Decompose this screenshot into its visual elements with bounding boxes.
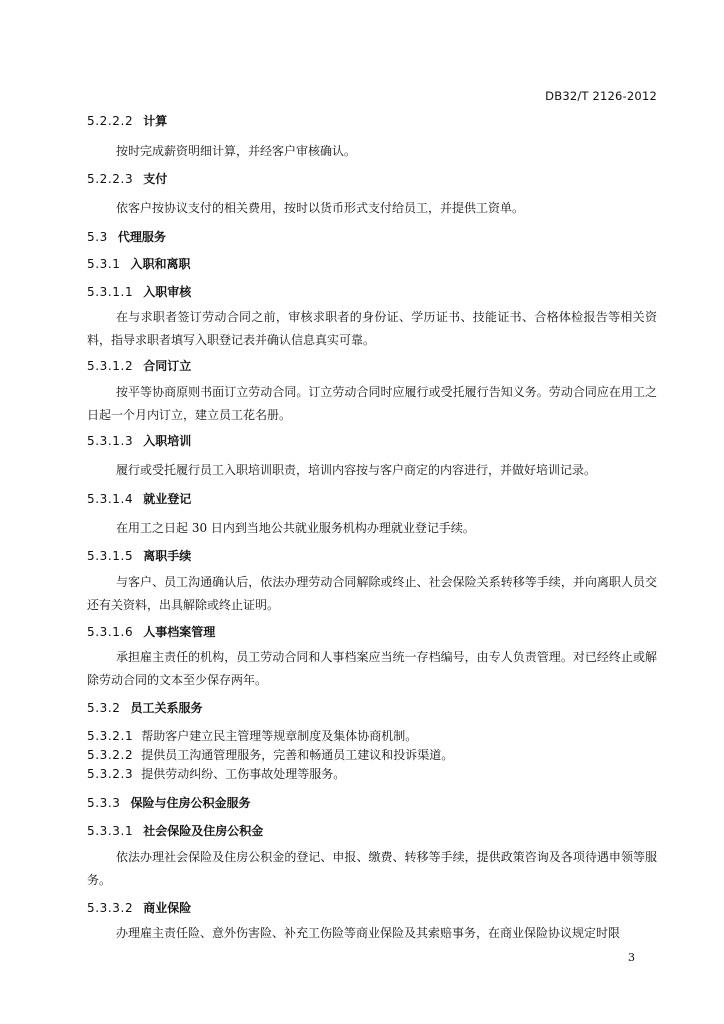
section-heading-5315: [87, 548, 657, 564]
section-number: 5.3.3.2: [87, 901, 134, 915]
section-title: 计算: [143, 114, 168, 128]
item-number: 5.3.2.1: [87, 729, 134, 743]
list-item-5321: [87, 728, 417, 744]
section-heading-5312: [87, 358, 657, 374]
document-code: DB32/T 2126-2012: [545, 89, 657, 103]
section-body-5314: 在用工之日起 30 日内到当地公共就业服务机构办理就业登记手续。: [116, 521, 475, 535]
section-body-5311: 在与求职者签订劳动合同之前，审核求职者的身份证、学历证书、技能证书、合格体检报告等相关资料，指导求职者填写入职登记表并确认信息真实可靠。: [87, 310, 657, 347]
section-heading-5311: [87, 284, 657, 300]
section-number: 5.3.1.4: [87, 492, 134, 506]
section-heading-5331: [87, 823, 657, 839]
section-body-5312: 按平等协商原则书面订立劳动合同。订立劳动合同时应履行或受托履行告知义务。劳动合同应在用工之日起一个月内订立，建立员工花名册。: [87, 385, 657, 422]
section-number: 5.3.3: [87, 796, 121, 810]
item-number: 5.3.2.2: [87, 748, 134, 762]
section-title: 入职和离职: [130, 257, 191, 271]
section-number: 5.3: [87, 230, 108, 244]
section-heading-5316: [87, 624, 657, 640]
section-number: 5.3.1.6: [87, 625, 134, 639]
section-title: 代理服务: [117, 230, 166, 244]
item-text: 提供员工沟通管理服务，完善和畅通员工建议和投诉渠道。: [141, 748, 454, 762]
section-number: 5.3.1.5: [87, 549, 134, 563]
section-title: 商业保险: [143, 901, 192, 915]
section-number: 5.2.2.2: [87, 114, 134, 128]
page-number: 3: [628, 951, 635, 964]
section-number: 5.2.2.3: [87, 172, 134, 186]
section-heading-53: [87, 229, 657, 245]
section-number: 5.3.1.2: [87, 359, 134, 373]
section-title: 离职手续: [143, 549, 192, 563]
item-text: 提供劳动纠纷、工伤事故处理等服务。: [141, 767, 346, 781]
section-heading-533: [87, 795, 657, 811]
section-heading-5223: [87, 171, 657, 187]
section-body-5316: 承担雇主责任的机构，员工劳动合同和人事档案应当统一存档编号，由专人负责管理。对已经终止或解除劳动合同的文本至少保存两年。: [87, 650, 657, 687]
section-heading-532: [87, 700, 657, 716]
section-title: 就业登记: [143, 492, 192, 506]
section-body-5222: 按时完成薪资明细计算，并经客户审核确认。: [116, 144, 357, 158]
list-item-5323: [87, 766, 345, 782]
section-title: 人事档案管理: [143, 625, 216, 639]
section-title: 合同订立: [143, 359, 192, 373]
item-number: 5.3.2.3: [87, 767, 134, 781]
section-number: 5.3.1.1: [87, 285, 134, 299]
section-body-5332: 办理雇主责任险、意外伤害险、补充工伤险等商业保险及其索赔事务，在商业保险协议规定时限: [116, 926, 621, 940]
section-body-5223: 依客户按协议支付的相关费用，按时以货币形式支付给员工，并提供工资单。: [116, 201, 525, 215]
section-title: 社会保险及住房公积金: [143, 824, 264, 838]
item-text: 帮助客户建立民主管理等规章制度及集体协商机制。: [141, 729, 418, 743]
section-heading-531: [87, 256, 657, 272]
section-body-5313: 履行或受托履行员工入职培训职责，培训内容按与客户商定的内容进行，并做好培训记录。: [116, 463, 597, 477]
section-body-5315: 与客户、员工沟通确认后，依法办理劳动合同解除或终止、社会保险关系转移等手续，并向离职人员交还有关资料，出具解除或终止证明。: [87, 575, 657, 612]
section-heading-5222: [87, 113, 657, 129]
section-number: 5.3.3.1: [87, 824, 134, 838]
section-title: 员工关系服务: [130, 701, 203, 715]
list-item-5322: [87, 747, 453, 763]
section-number: 5.3.2: [87, 701, 121, 715]
section-title: 入职审核: [143, 285, 192, 299]
section-heading-5314: [87, 491, 657, 507]
section-number: 5.3.1.3: [87, 434, 134, 448]
section-title: 支付: [143, 172, 168, 186]
section-number: 5.3.1: [87, 257, 121, 271]
section-title: 入职培训: [143, 434, 192, 448]
section-heading-5332: [87, 900, 657, 916]
section-heading-5313: [87, 433, 657, 449]
section-title: 保险与住房公积金服务: [130, 796, 251, 810]
section-body-5331: 依法办理社会保险及住房公积金的登记、申报、缴费、转移等手续，提供政策咨询及各项待遇申领等服务。: [87, 850, 657, 887]
